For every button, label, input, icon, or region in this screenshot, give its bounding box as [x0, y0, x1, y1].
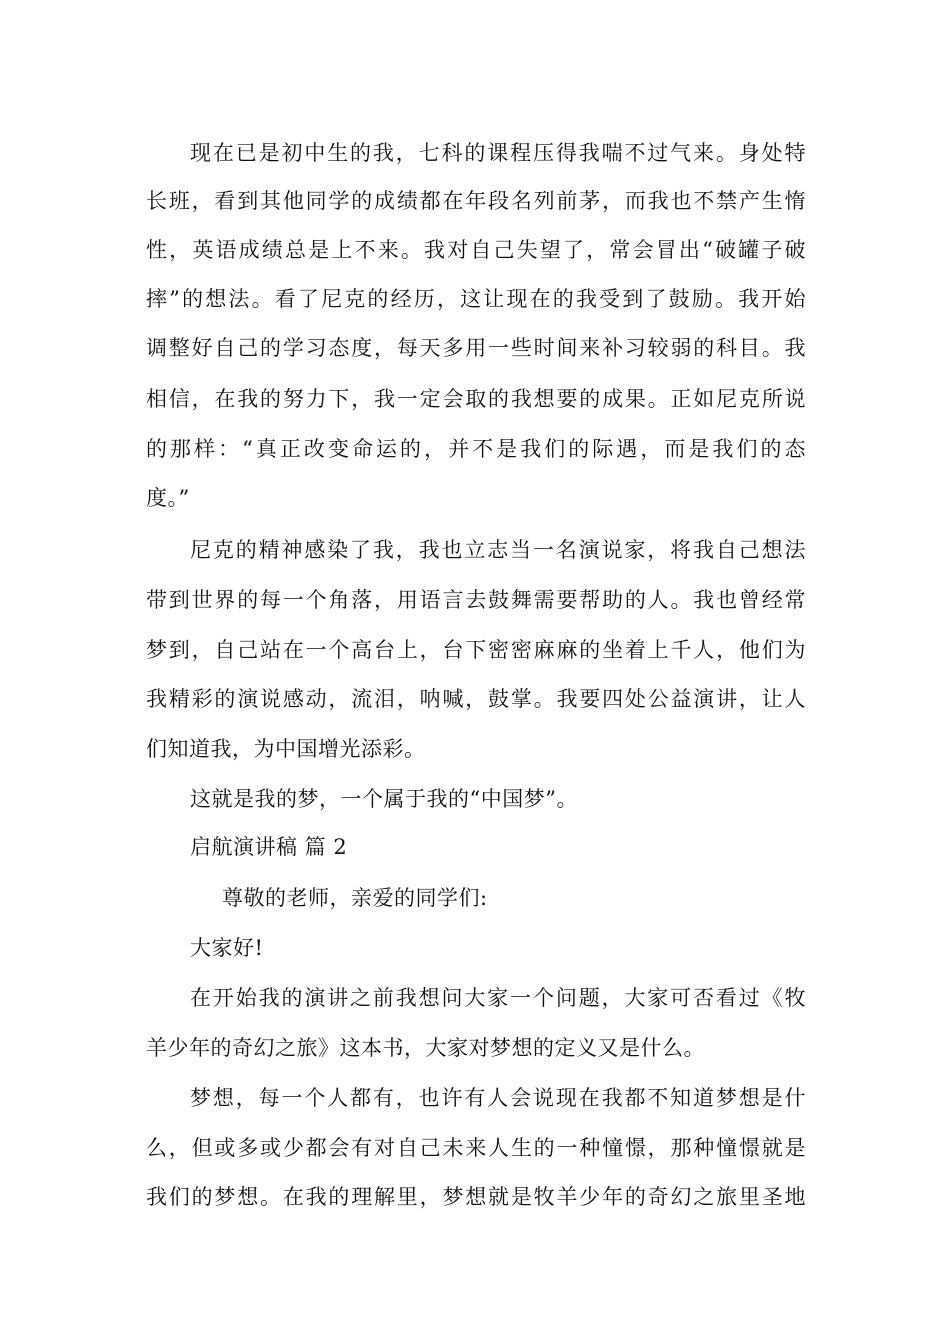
text-line: 我们的梦想。在我的理解里，梦想就是牧羊少年的奇幻之旅里圣地 [146, 1185, 806, 1209]
text-line: 梦到，自己站在一个高台上，台下密密麻麻的坐着上千人，他们为 [146, 638, 806, 662]
salutation: 尊敬的老师，亲爱的同学们: [222, 886, 488, 910]
text-line: 们知道我，为中国增光添彩。 [146, 737, 426, 761]
text-line: 么，但或多或少都会有对自己未来人生的一种憧憬，那种憧憬就是 [146, 1136, 806, 1160]
text-line: 性，英语成绩总是上不来。我对自己失望了，常会冒出“破罐子破 [146, 238, 806, 262]
text-line: 羊少年的奇幻之旅》这本书，大家对梦想的定义又是什么。 [146, 1036, 705, 1060]
text-line: 现在已是初中生的我，七科的课程压得我喘不过气来。身处特 [190, 141, 806, 165]
text-line: 这就是我的梦，一个属于我的“中国梦”。 [190, 787, 578, 811]
text-line: 梦想，每一个人都有，也许有人会说现在我都不知道梦想是什 [190, 1086, 806, 1110]
text-line: 在开始我的演讲之前我想问大家一个问题，大家可否看过《牧 [190, 986, 806, 1010]
greeting: 大家好! [190, 936, 264, 960]
text-line: 的那样：“真正改变命运的，并不是我们的际遇，而是我们的态 [146, 437, 806, 461]
text-line: 尼克的精神感染了我，我也立志当一名演说家，将我自己想法 [190, 538, 806, 562]
text-line: 度。” [146, 486, 190, 510]
section-heading: 启航演讲稿 篇 2 [190, 835, 348, 859]
text-line: 长班，看到其他同学的成绩都在年段名列前茅，而我也不禁产生惰 [146, 189, 806, 213]
text-line: 相信，在我的努力下，我一定会取的我想要的成果。正如尼克所说 [146, 387, 806, 411]
text-line: 带到世界的每一个角落，用语言去鼓舞需要帮助的人。我也曾经常 [146, 588, 806, 612]
text-line: 我精彩的演说感动，流泪，呐喊，鼓掌。我要四处公益演讲，让人 [146, 687, 806, 711]
text-line: 调整好自己的学习态度，每天多用一些时间来补习较弱的科目。我 [146, 336, 806, 360]
text-line: 摔”的想法。看了尼克的经历，这让现在的我受到了鼓励。我开始 [146, 287, 806, 311]
